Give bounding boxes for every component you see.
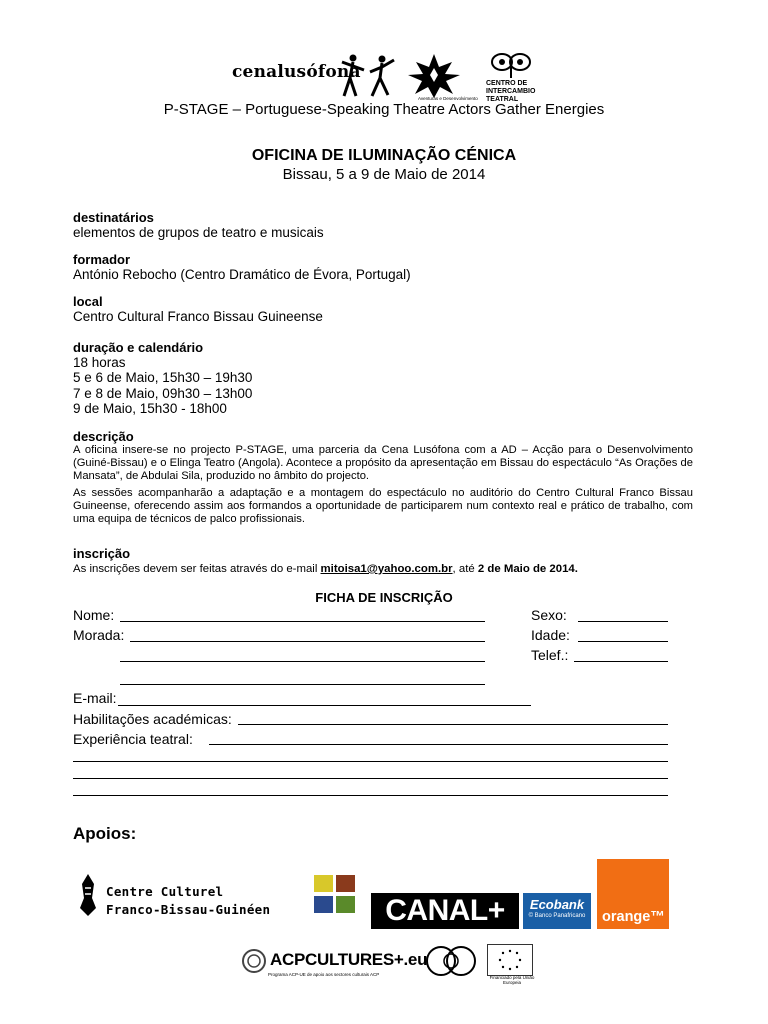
telef-field[interactable] [574,661,668,662]
subtitle: P-STAGE – Portuguese-Speaking Theatre Actors Gather Energies [163,101,605,118]
morada-field-line[interactable] [120,661,485,662]
email-field[interactable] [118,705,531,706]
duracao-list [73,355,252,417]
experiencia-field-line[interactable] [73,778,668,779]
inscricao-deadline: 2 de Maio de 2014. [477,563,578,575]
orange-logo [597,859,669,929]
inscricao-mid: , até [452,563,478,575]
cena-lusofona-logo: cenalusófona [232,62,361,82]
idade-field[interactable] [578,641,668,642]
ad-logo-caption: Aventuras e Desenvolvimento [418,96,478,101]
morada-label: Morada: [73,627,125,643]
acp-cultures-logo: ACPCULTURES+.eu [270,950,428,969]
inscricao-heading: inscrição [73,546,131,561]
sexo-label: Sexo: [531,607,567,623]
acp-cultures-caption: Programa ACP-UE de apoio aos sectores culturais ACP [268,972,380,977]
experiencia-field-line[interactable] [73,761,668,762]
duracao-line: 5 e 6 de Maio, 15h30 – 19h30 [73,370,253,386]
local-heading: local [73,294,103,309]
nome-field[interactable] [120,621,485,622]
ad-star-logo-icon [406,52,462,98]
inscricao-pre: As inscrições devem ser feitas através do e-mail [73,563,321,575]
descricao-heading: descrição [73,429,134,444]
formador-heading: formador [73,252,131,267]
sexo-field[interactable] [578,621,668,622]
page-title: OFICINA DE ILUMINAÇÃO CÉNICA [251,147,517,164]
ecobank-logo-text: Ecobank [529,897,585,912]
email-link[interactable]: mitoisa1@yahoo.com.br [320,563,453,575]
habilitacoes-field[interactable] [238,724,668,725]
duracao-line: 7 e 8 de Maio, 09h30 – 13h00 [73,385,253,401]
acp-emblem-icon [424,944,478,978]
squares-logo-icon [313,874,357,916]
morada-field[interactable] [130,641,485,642]
ecobank-logo [523,893,591,929]
acp-swirl-icon [240,948,268,974]
event-dates: Bissau, 5 a 9 de Maio de 2014 [282,166,486,183]
duracao-line: 18 horas [73,355,126,370]
experiencia-label: Experiência teatral: [73,731,193,747]
canal-plus-logo: CANAL+ [371,893,519,929]
eu-flag-icon [487,944,533,976]
morada-field-line[interactable] [120,684,485,685]
local-text: Centro Cultural Franco Bissau Guineense [73,309,323,324]
ccfb-logo-line2: Franco-Bissau-Guinéen [106,902,271,917]
destinatarios-heading: destinatários [73,210,154,225]
nome-label: Nome: [73,607,115,623]
telef-label: Telef.: [531,647,569,663]
inscricao-text [73,563,578,575]
idade-label: Idade: [531,627,570,643]
experiencia-field-line[interactable] [73,795,668,796]
ccfb-mask-icon [76,872,100,918]
descricao-paragraph: A oficina insere-se no projecto P-STAGE, uma parceria da Cena Lusófona com a AD – Acção para o Desenvolvimento (Guiné-Bissau) e o Elinga Teatro (Angola). Acontece a propósito da apresentação em Bissau do espectáculo “As Orações de Mansata”, de Abdulai Sila, produzido no âmbito do projecto. [73,444,693,482]
habilitacoes-label: Habilitações académicas: [73,711,232,727]
ccfb-logo-line1: Centre Culturel [106,884,224,899]
email-label: E-mail: [73,690,117,706]
ficha-title: FICHA DE INSCRIÇÃO [315,590,453,605]
apoios-heading: Apoios: [73,824,137,843]
descricao-paragraph: As sessões acompanharão a adaptação e a montagem do espectáculo no auditório do Centro Cultural Franco Bissau Guineense, oferecendo assim aos formandos a oportunidade de participarem num contexto real e prático de trabalho, com uma equipa de técnicos de palco profissionais. [73,487,693,525]
experiencia-field[interactable] [209,744,668,745]
eu-caption: Financiado pela União Europeia [489,975,535,985]
destinatarios-text: elementos de grupos de teatro e musicais [73,225,324,240]
cit-logo-text: CENTRO DE INTERCAMBIO TEATRAL [486,80,536,103]
ecobank-logo-sub: © Banco Panafricano [528,913,586,919]
orange-logo-text: orange™ [602,909,665,925]
dancers-logo-icon [338,50,400,102]
formador-text: António Rebocho (Centro Dramático de Évora, Portugal) [73,267,411,282]
duracao-line: 9 de Maio, 15h30 - 18h00 [73,401,227,417]
duracao-heading: duração e calendário [73,340,204,355]
